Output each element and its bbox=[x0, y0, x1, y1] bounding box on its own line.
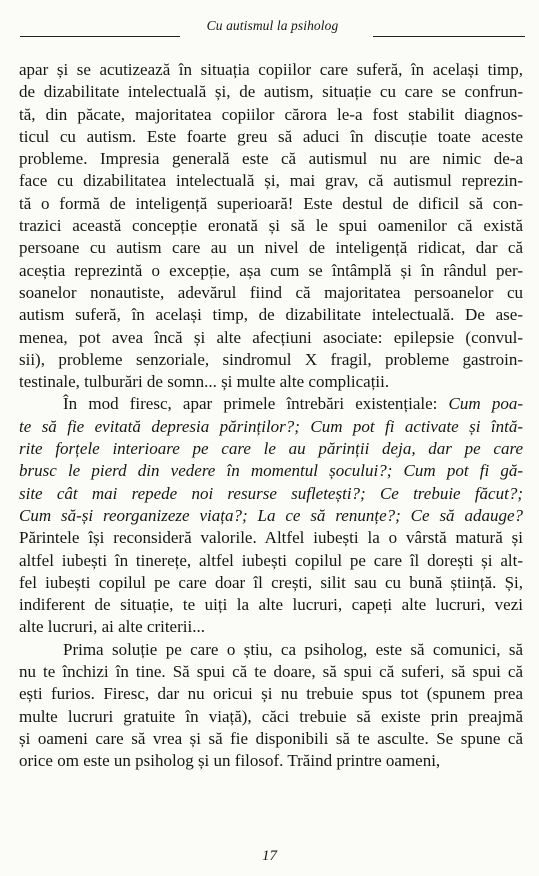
text-run: ticul cu autism. Este foarte greu să aduci în discuție toate aceste bbox=[19, 126, 523, 146]
running-header bbox=[20, 18, 525, 38]
text-run: soanelor nonautiste, adevărul fiind că majoritatea persoanelor cu bbox=[19, 282, 523, 302]
text-line bbox=[19, 594, 523, 616]
text-line bbox=[19, 126, 523, 148]
text-line bbox=[19, 550, 523, 572]
text-line bbox=[19, 304, 523, 326]
header-rule-right bbox=[373, 36, 525, 37]
text-run: ești furios. Firesc, dar nu oricui și nu trebuie spus tot (spunem prea bbox=[19, 684, 523, 704]
text-run: tă, din păcate, majoritatea copiilor cărora le-a fost stabilit diagnos- bbox=[19, 104, 523, 124]
italic-question-text: rite forțele interioare pe care le au părinții deja, dar pe care bbox=[19, 439, 523, 459]
text-run: autism suferă, în același timp, de dizabilitate intelectuală. De ase- bbox=[19, 305, 523, 325]
text-line bbox=[19, 661, 523, 683]
paragraph bbox=[19, 59, 523, 393]
italic-question-text: te să fie evitată depresia părinților?; Cum pot fi activate și întă- bbox=[19, 416, 523, 436]
text-line bbox=[19, 639, 523, 661]
italic-question-text: brusc le pierd din vedere în momentul șocului?; Cum pot fi gă- bbox=[19, 461, 523, 481]
text-run: menea, pot avea încă și alte afecțiuni asociate: epilepsie (convul- bbox=[19, 327, 523, 347]
italic-question-text: site cât mai repede noi resurse sufletești?; Ce trebuie făcut?; bbox=[19, 483, 523, 503]
text-run: alte lucruri, ai alte criterii... bbox=[19, 617, 205, 637]
text-run: multe lucruri gratuite în viață), căci trebuie să existe prin preajmă bbox=[19, 706, 523, 726]
text-run: aceștia reprezintă o excepție, așa cum se întâmplă și în rândul per- bbox=[19, 260, 523, 280]
text-run: și oameni care să vrea și să fie disponibili să te asculte. Se spune că bbox=[19, 728, 523, 748]
text-run: testinale, tulburări de somn... și multe alte complicații. bbox=[19, 372, 390, 392]
text-line bbox=[19, 371, 523, 393]
text-run: indiferent de situație, te uiți la alte lucruri, capeți alte lucruri, vezi bbox=[19, 595, 523, 615]
text-line bbox=[19, 750, 523, 772]
text-line bbox=[19, 81, 523, 103]
paragraph bbox=[19, 639, 523, 773]
italic-question-text: Cum poa- bbox=[448, 394, 524, 414]
text-line bbox=[19, 527, 523, 549]
text-line bbox=[19, 572, 523, 594]
text-line bbox=[19, 260, 523, 282]
text-run: de dizabilitate intelectuală și, de autism, situație cu care se confrun- bbox=[19, 82, 523, 102]
text-line bbox=[19, 148, 523, 170]
text-line bbox=[19, 438, 523, 460]
running-title: Cu autismul la psiholog bbox=[206, 18, 339, 33]
body-text bbox=[19, 59, 523, 773]
text-run: sii), probleme senzoriale, sindromul X fragil, probleme gastroin- bbox=[19, 349, 523, 369]
text-line bbox=[19, 460, 523, 482]
text-run: apar și se acutizează în situația copiilor care suferă, în același timp, bbox=[19, 60, 523, 79]
text-run: probleme. Impresia generală este că autismul nu are nimic de-a bbox=[19, 149, 523, 169]
text-line bbox=[19, 59, 523, 81]
text-line bbox=[19, 282, 523, 304]
text-run: altfel iubești în tinerețe, altfel iubești copilul pe care îl dorești și alt- bbox=[19, 550, 523, 570]
text-run: În mod firesc, apar primele întrebări existențiale: bbox=[63, 394, 449, 414]
text-line bbox=[19, 170, 523, 192]
text-run: tă o formă de inteligență superioară! Este destul de dificil să con- bbox=[19, 193, 523, 213]
paragraph bbox=[19, 393, 523, 638]
text-line bbox=[19, 104, 523, 126]
text-line bbox=[19, 393, 523, 415]
text-run: Părintele își reconsideră valorile. Altfel iubești la o vârstă matură și bbox=[19, 528, 523, 548]
text-run: fel iubești copilul pe care doar îl crești, silit sau cu bună știință. Și, bbox=[19, 572, 523, 592]
text-run: face cu dizabilitatea intelectuală și, mai grav, că autismul reprezin- bbox=[19, 171, 523, 191]
text-line bbox=[19, 327, 523, 349]
text-line bbox=[19, 616, 523, 638]
text-line bbox=[19, 349, 523, 371]
text-line bbox=[19, 483, 523, 505]
text-line bbox=[19, 215, 523, 237]
page-number: 17 bbox=[262, 848, 277, 864]
text-run: nu te închizi în tine. Să spui că te doare, să spui că suferi, să spui că bbox=[19, 662, 523, 682]
header-rule-left bbox=[20, 36, 180, 37]
text-run: trazici această concepție eronată și să le spui oamenilor că există bbox=[19, 216, 523, 236]
text-line bbox=[19, 728, 523, 750]
italic-question-text: Cum să-și reorganizeze viața?; La ce să renunțe?; Ce să adauge? bbox=[19, 505, 523, 525]
text-line bbox=[19, 505, 523, 527]
text-run: orice om este un psiholog și un filosof. Trăind printre oameni, bbox=[19, 751, 441, 771]
text-line bbox=[19, 237, 523, 259]
text-line bbox=[19, 683, 523, 705]
text-line bbox=[19, 706, 523, 728]
text-line bbox=[19, 416, 523, 438]
text-run: Prima soluție pe care o știu, ca psiholog, este să comunici, să bbox=[63, 639, 523, 659]
text-line bbox=[19, 193, 523, 215]
text-run: persoane cu autism care au un nivel de inteligență ridicat, dar că bbox=[19, 238, 523, 258]
